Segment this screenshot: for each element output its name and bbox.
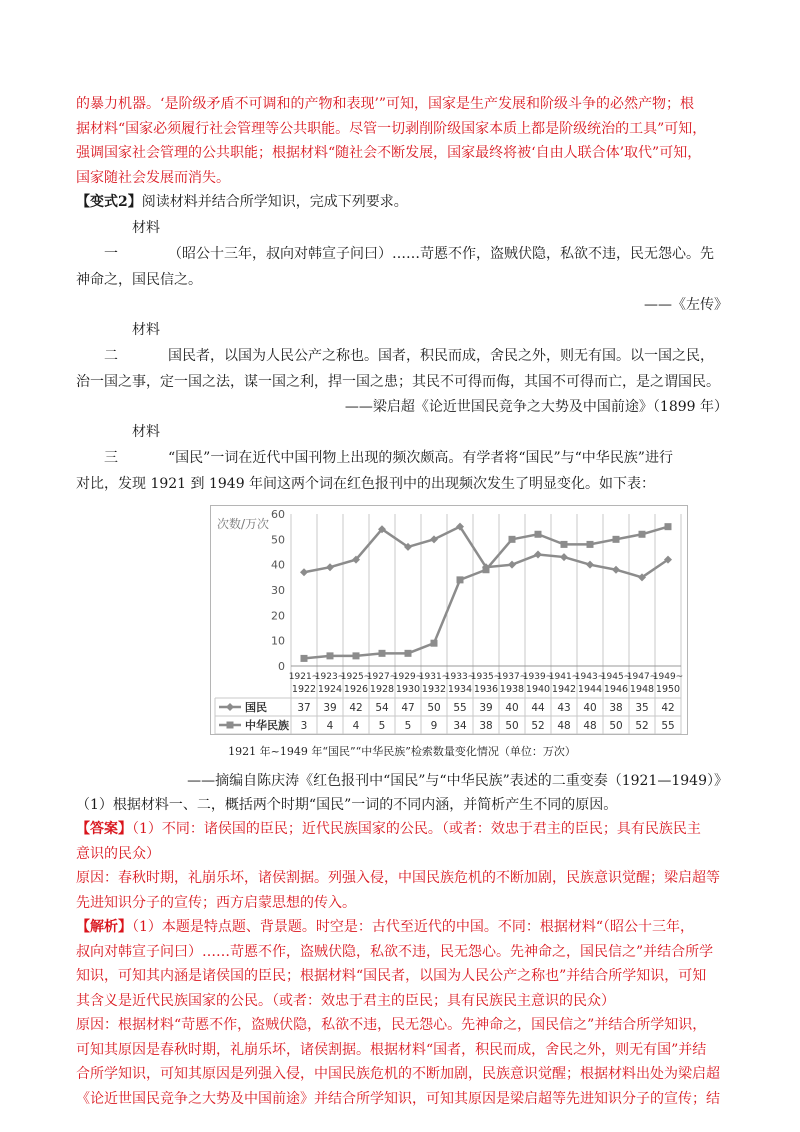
data-point bbox=[405, 649, 412, 656]
table-cell: 52 bbox=[531, 719, 545, 732]
material-1-line bbox=[76, 215, 728, 267]
data-point bbox=[639, 530, 646, 537]
x-tick-label: 1926 bbox=[343, 683, 369, 695]
data-point bbox=[483, 566, 490, 573]
table-cell: 4 bbox=[352, 719, 360, 732]
table-cell: 38 bbox=[479, 719, 493, 732]
table-cell: 42 bbox=[661, 701, 675, 714]
answer-line bbox=[76, 817, 728, 842]
x-tick-label: 1940 bbox=[525, 683, 551, 695]
x-tick-label: 1947~ bbox=[626, 671, 658, 682]
legend-marker bbox=[226, 703, 234, 711]
x-tick-label: 1924 bbox=[317, 683, 343, 695]
x-tick-label: 1928 bbox=[369, 683, 395, 695]
data-point bbox=[665, 523, 672, 530]
x-tick-label: 1937~ bbox=[496, 671, 528, 682]
analysis-line: 合所学知识，可知其原因是列强入侵，中国民族危机的不断加剧，民族意识觉醒；根据材料出处为梁启超 bbox=[76, 1066, 720, 1082]
table-cell: 54 bbox=[375, 701, 389, 714]
answer-line: 原因：春秋时期，礼崩乐坏，诸侯割据。列强入侵，中国民族危机的不断加剧，民族意识觉醒；梁启超等 bbox=[76, 870, 720, 886]
table-cell: 50 bbox=[427, 701, 441, 714]
table-cell: 55 bbox=[661, 719, 675, 732]
analysis-line: 可知其原因是春秋时期，礼崩乐坏，诸侯割据。根据材料“国者，积民而成，舍民之外，则无有国”并结 bbox=[76, 1041, 707, 1058]
data-point bbox=[431, 639, 438, 646]
table-cell: 9 bbox=[430, 719, 438, 732]
analysis-tag: 【解析】 bbox=[76, 919, 132, 935]
x-tick-label: 1927~ bbox=[366, 671, 398, 682]
x-tick-label: 1922 bbox=[291, 683, 317, 695]
y-tick-label: 40 bbox=[271, 558, 285, 572]
x-tick-label: 1929~ bbox=[392, 671, 424, 682]
table-cell: 5 bbox=[404, 719, 412, 732]
analysis-line: 其含义是近代民族国家的公民。（或者：效忠于君主的臣民；具有民族民主意识的民众） bbox=[76, 992, 615, 1009]
answer-text: （1）不同：诸侯国的臣民；近代民族国家的公民。（或者：效忠于君主的臣民；具有民族民主 bbox=[132, 821, 701, 837]
material-2-text: 国民者，以国为人民公产之称也。国者，积民而成，舍民之外，则无有国。以一国之民， bbox=[168, 347, 714, 364]
variant-tag: 【变式2】 bbox=[76, 194, 142, 210]
table-cell: 34 bbox=[453, 719, 467, 732]
data-point bbox=[457, 576, 464, 583]
data-point bbox=[326, 563, 334, 571]
data-point bbox=[430, 535, 438, 543]
data-point bbox=[301, 654, 308, 661]
data-point bbox=[587, 540, 594, 547]
material-3-line: 对比，发现 1921 到 1949 年间这两个词在红色报刊中的出现频次发生了明显变化。如下表： bbox=[76, 475, 656, 492]
table-cell: 44 bbox=[531, 701, 545, 714]
chart-source: ——摘编自陈庆涛《红色报刊中“国民”与“中华民族”表述的二重变奏（1921—1949）》 bbox=[187, 772, 728, 789]
x-tick-label: 1925~ bbox=[340, 671, 372, 682]
answer-continuation-line: 的暴力机器。‘是阶级矛盾不可调和的产物和表现’”可知，国家是生产发展和阶级斗争的必然产物；根 bbox=[76, 96, 695, 112]
chart-svg bbox=[211, 506, 687, 734]
data-point bbox=[379, 649, 386, 656]
data-point bbox=[561, 540, 568, 547]
x-tick-label: 1942 bbox=[551, 683, 577, 695]
variant-heading bbox=[76, 190, 728, 215]
legend-marker bbox=[227, 721, 234, 728]
chart-caption: 1921 年~1949 年“国民”“中华民族”检索数量变化情况（单位：万次） bbox=[228, 744, 576, 758]
legend-label: 中华民族 bbox=[245, 718, 289, 732]
y-tick-label: 60 bbox=[271, 507, 285, 521]
y-tick-label: 20 bbox=[271, 608, 285, 622]
data-point bbox=[560, 553, 568, 561]
variant-instruction: 阅读材料并结合所学知识，完成下列要求。 bbox=[141, 194, 408, 210]
table-cell: 48 bbox=[583, 719, 597, 732]
x-tick-label: 1934 bbox=[447, 683, 473, 695]
data-point bbox=[612, 565, 620, 573]
table-cell: 35 bbox=[635, 701, 649, 714]
x-tick-label: 1938 bbox=[499, 683, 525, 695]
material-3-text: “国民”一词在近代中国刊物上出现的频次颇高。有学者将“国民”与“中华民族”进行 bbox=[168, 449, 673, 466]
table-cell: 55 bbox=[453, 701, 467, 714]
table-cell: 38 bbox=[609, 701, 623, 714]
answer-continuation-line: 强调国家社会管理的公共职能；根据材料“随社会不断发展，国家最终将被‘自由人联合体’取代”可知， bbox=[76, 145, 702, 161]
material-1-text: （昭公十三年，叔向对韩宣子问曰）……苛慝不作，盗贼伏隐，私欲不违，民无怨心。先 bbox=[168, 245, 714, 262]
data-point bbox=[327, 652, 334, 659]
x-tick-label: 1923~ bbox=[314, 671, 346, 682]
x-tick-label: 1932 bbox=[421, 683, 447, 695]
series-line bbox=[304, 526, 668, 658]
x-tick-label: 1950 bbox=[655, 683, 681, 695]
x-tick-label: 1943~ bbox=[574, 671, 606, 682]
x-tick-label: 1949~ bbox=[652, 671, 684, 682]
material-3-label: 材料三 bbox=[104, 423, 160, 466]
analysis-line: 知识，可知其内涵是诸侯国的臣民；根据材料“国民者，以国为人民公产之称也”并结合所学知识，可知 bbox=[76, 968, 707, 984]
data-point bbox=[353, 652, 360, 659]
data-point bbox=[586, 560, 594, 568]
table-cell: 39 bbox=[323, 701, 337, 714]
answer-line: 先进知识分子的宣传；西方启蒙思想的传入。 bbox=[76, 894, 356, 911]
y-axis-label: 次数/万次 bbox=[217, 516, 270, 531]
x-tick-label: 1944 bbox=[577, 683, 603, 695]
data-point bbox=[300, 568, 308, 576]
material-2-source: ——梁启超《论近世国民竞争之大势及中国前途》（1899 年） bbox=[344, 398, 728, 415]
data-point bbox=[535, 530, 542, 537]
material-2-label: 材料二 bbox=[104, 321, 160, 364]
table-cell: 3 bbox=[300, 719, 308, 732]
data-point bbox=[508, 560, 516, 568]
data-point bbox=[534, 550, 542, 558]
line-chart bbox=[210, 505, 688, 735]
analysis-line: 叔向对韩宣子问曰）……苛慝不作，盗贼伏隐，私欲不违，民无怨心。先神命之，国民信之”并结合所学 bbox=[76, 943, 714, 960]
x-tick-label: 1931~ bbox=[418, 671, 450, 682]
table-cell: 4 bbox=[326, 719, 334, 732]
data-point bbox=[613, 535, 620, 542]
table-cell: 50 bbox=[609, 719, 623, 732]
x-tick-label: 1946 bbox=[603, 683, 629, 695]
x-tick-label: 1945~ bbox=[600, 671, 632, 682]
y-tick-label: 50 bbox=[271, 532, 285, 546]
table-cell: 48 bbox=[557, 719, 571, 732]
table-cell: 50 bbox=[505, 719, 519, 732]
x-tick-label: 1936 bbox=[473, 683, 499, 695]
analysis-line bbox=[76, 915, 728, 940]
x-tick-label: 1939~ bbox=[522, 671, 554, 682]
material-1-label: 材料一 bbox=[104, 219, 160, 262]
legend-label: 国民 bbox=[245, 700, 267, 714]
answer-continuation-line: 国家随社会发展而消失。 bbox=[76, 169, 230, 186]
table-cell: 40 bbox=[583, 701, 597, 714]
table-cell: 39 bbox=[479, 701, 493, 714]
material-2-line bbox=[76, 317, 728, 369]
x-tick-label: 1941~ bbox=[548, 671, 580, 682]
answer-tag: 【答案】 bbox=[76, 821, 132, 837]
y-tick-label: 0 bbox=[278, 659, 285, 673]
material-3-line bbox=[76, 419, 728, 471]
x-tick-label: 1933~ bbox=[444, 671, 476, 682]
data-point bbox=[509, 535, 516, 542]
document-page bbox=[76, 92, 728, 1111]
x-tick-label: 1935~ bbox=[470, 671, 502, 682]
y-tick-label: 30 bbox=[271, 583, 285, 597]
table-cell: 5 bbox=[378, 719, 386, 732]
material-1-source: ——《左传》 bbox=[644, 296, 728, 313]
analysis-line: 原因：根据材料“苛慝不作，盗贼伏隐，私欲不违，民无怨心。先神命之，国民信之”并结合所学知识， bbox=[76, 1017, 707, 1033]
answer-continuation-line: 据材料“国家必须履行社会管理等公共职能。尽管一切剥削阶级国家本质上都是阶级统治的工具”可知， bbox=[76, 120, 707, 137]
material-1-line: 神命之，国民信之。 bbox=[76, 271, 202, 288]
answer-line: 意识的民众） bbox=[76, 845, 160, 862]
table-cell: 40 bbox=[505, 701, 519, 714]
analysis-text: （1）本题是特点题、背景题。时空是：古代至近代的中国。不同：根据材料“（昭公十三年， bbox=[132, 919, 695, 935]
table-cell: 43 bbox=[557, 701, 571, 714]
y-tick-label: 10 bbox=[271, 634, 285, 648]
x-tick-label: 1921~ bbox=[288, 671, 320, 682]
x-tick-label: 1948 bbox=[629, 683, 655, 695]
table-cell: 52 bbox=[635, 719, 649, 732]
material-2-line: 治一国之事，定一国之法，谋一国之利，捍一国之患；其民不可得而侮，其国不可得而亡，是之谓国民。 bbox=[76, 373, 720, 390]
analysis-line: 《论近世国民竞争之大势及中国前途》并结合所学知识，可知其原因是梁启超等先进知识分子的宣传；结 bbox=[76, 1090, 720, 1107]
question-1: （1）根据材料一、二，概括两个时期“国民”一词的不同内涵，并简析产生不同的原因。 bbox=[76, 796, 618, 813]
table-cell: 47 bbox=[401, 701, 415, 714]
x-tick-label: 1930 bbox=[395, 683, 421, 695]
table-cell: 37 bbox=[297, 701, 311, 714]
table-cell: 42 bbox=[349, 701, 363, 714]
